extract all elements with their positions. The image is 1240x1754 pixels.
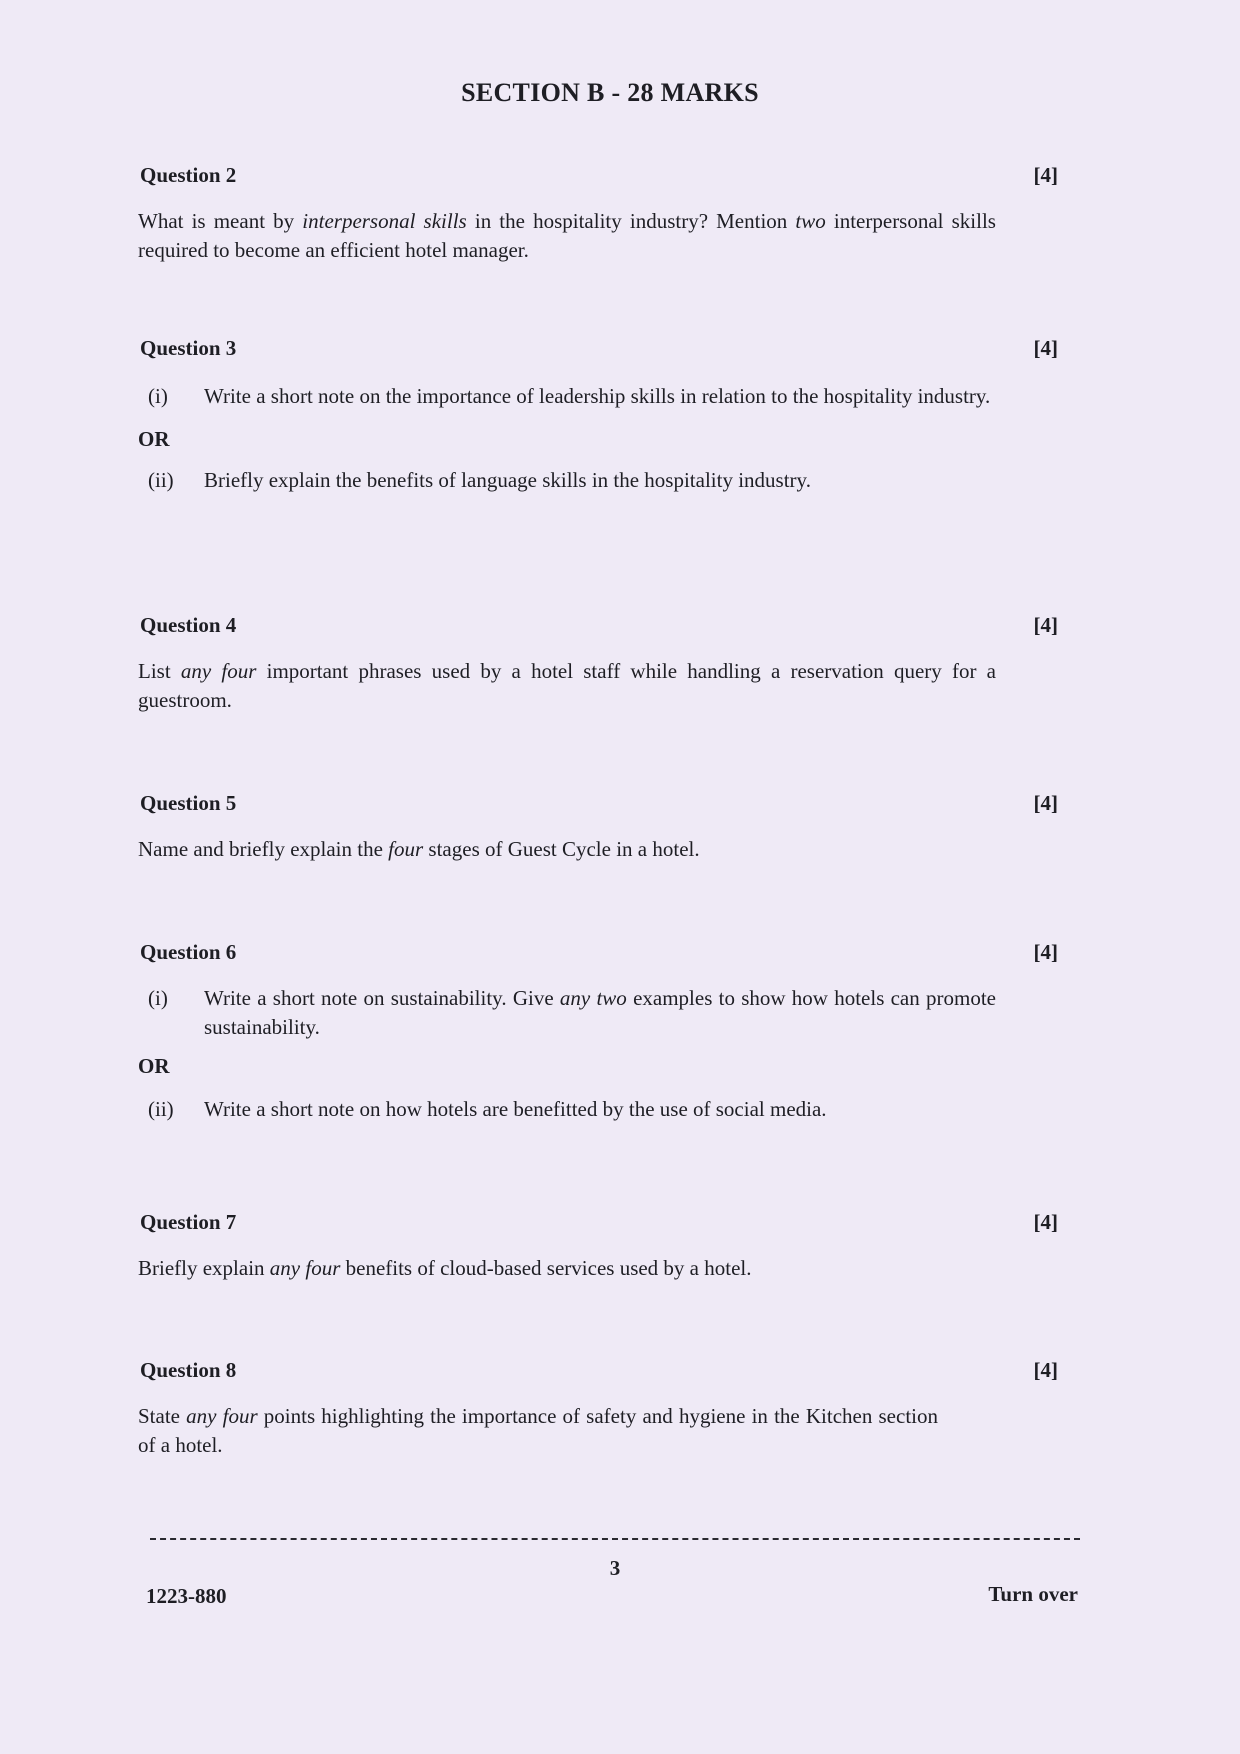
emphasis-text: any four <box>180 659 257 683</box>
question-marks: [4] <box>1033 940 1058 964</box>
question-text <box>138 1402 938 1460</box>
question-block <box>138 1358 1058 1460</box>
question-text <box>138 1254 996 1283</box>
emphasis-text: any four <box>186 1404 258 1428</box>
question-title: Question 7 <box>140 1210 237 1234</box>
part-text: Write a short note on how hotels are benefitted by the use of social media. <box>204 1097 827 1121</box>
part-number: (ii) <box>148 468 174 492</box>
question-block <box>138 1210 1058 1283</box>
question-marks: [4] <box>1033 1210 1058 1234</box>
question-part <box>138 984 996 1042</box>
text-run: Briefly explain <box>138 1256 270 1280</box>
text-run: points highlighting the importance of safety and hygiene in the Kitchen section of a hotel. <box>138 1404 938 1457</box>
text-run: State <box>138 1404 187 1428</box>
or-row <box>138 1052 996 1081</box>
question-part <box>138 466 996 495</box>
or-separator: OR <box>138 427 170 451</box>
question-title: Question 4 <box>140 613 237 637</box>
part-number: (i) <box>148 384 168 408</box>
text-run: benefits of cloud-based services used by a hotel. <box>340 1256 752 1280</box>
question-marks: [4] <box>1033 613 1058 637</box>
question-block <box>138 336 1058 495</box>
section-title: SECTION B - 28 MARKS <box>461 78 759 107</box>
or-row <box>138 425 996 454</box>
text-run: important phrases used by a hotel staff while handling a reservation query for a guestroom. <box>138 659 996 712</box>
text-run: Name and briefly explain the <box>138 837 389 861</box>
question-title: Question 3 <box>140 336 237 360</box>
question-block <box>138 940 1058 1124</box>
question-text <box>138 835 996 864</box>
question-marks: [4] <box>1033 336 1058 360</box>
page-number: 3 <box>609 1556 621 1580</box>
part-number: (i) <box>148 986 168 1010</box>
or-separator: OR <box>138 1054 170 1078</box>
footer-divider <box>150 1538 1080 1540</box>
paper-code: 1223-880 <box>146 1584 227 1608</box>
emphasis-text: any two <box>559 986 627 1010</box>
part-text: Write a short note on the importance of leadership skills in relation to the hospitality industry. <box>204 384 991 408</box>
question-part <box>138 1095 996 1124</box>
text-run: What is meant by <box>138 209 303 233</box>
question-text <box>138 657 996 715</box>
question-part <box>138 382 996 411</box>
text-run: examples to show how hotels can promote sustainability. <box>204 986 996 1039</box>
emphasis-text: four <box>388 837 424 861</box>
question-block <box>138 791 1058 864</box>
part-number: (ii) <box>148 1097 174 1121</box>
question-marks: [4] <box>1033 1358 1058 1382</box>
question-title: Question 6 <box>140 940 237 964</box>
text-run: List <box>138 659 181 683</box>
part-text: Briefly explain the benefits of language skills in the hospitality industry. <box>204 468 811 492</box>
emphasis-text: any four <box>269 1256 341 1280</box>
question-marks: [4] <box>1033 163 1058 187</box>
emphasis-text: two <box>795 209 826 233</box>
text-run: in the hospitality industry? Mention <box>466 209 796 233</box>
question-marks: [4] <box>1033 791 1058 815</box>
text-run: interpersonal skills required to become an efficient hotel manager. <box>138 209 996 262</box>
part-text <box>204 986 996 1039</box>
question-title: Question 8 <box>140 1358 237 1382</box>
text-run: stages of Guest Cycle in a hotel. <box>423 837 700 861</box>
turn-over-label: Turn over <box>988 1582 1078 1606</box>
emphasis-text: interpersonal skills <box>302 209 467 233</box>
question-title: Question 2 <box>140 163 237 187</box>
question-block <box>138 613 1058 715</box>
question-text <box>138 207 996 265</box>
question-block <box>138 163 1058 265</box>
text-run: Write a short note on sustainability. Give <box>204 986 560 1010</box>
question-title: Question 5 <box>140 791 237 815</box>
